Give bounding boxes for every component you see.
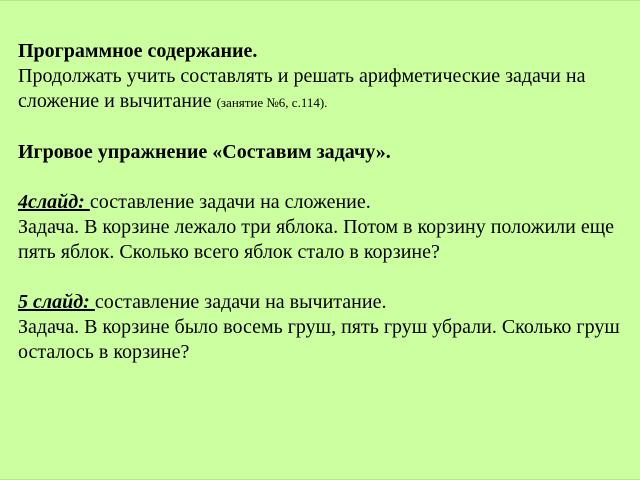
slide4-description: составление задачи на сложение. xyxy=(89,191,371,213)
lesson-reference: (занятие №6, с.114). xyxy=(216,95,328,110)
program-content-main: Продолжать учить составлять и решать арифметические задачи на сложение и вычитание xyxy=(18,65,586,112)
slide4-task: Задача. В корзине лежало три яблока. Потом в корзину положили еще пять яблок. Сколько всего яблок стало в корзине? xyxy=(18,216,615,263)
program-content-text xyxy=(18,64,633,115)
slide4-line xyxy=(18,190,633,215)
slide5-description: составление задачи на вычитание. xyxy=(94,291,387,313)
slide5-label: 5 слайд: xyxy=(18,291,95,313)
slide5-line xyxy=(18,290,633,315)
spacer xyxy=(18,115,633,140)
game-exercise-heading: Игровое упражнение «Составим задачу». xyxy=(18,141,391,163)
spacer xyxy=(18,165,633,190)
slide4-label: 4слайд: xyxy=(18,191,90,213)
spacer xyxy=(18,265,633,290)
program-content-heading: Программное содержание. xyxy=(18,40,258,62)
slide-content xyxy=(18,39,633,365)
slide5-task: Задача. В корзине было восемь груш, пять груш убрали. Сколько груш осталось в корзине? xyxy=(18,316,620,363)
